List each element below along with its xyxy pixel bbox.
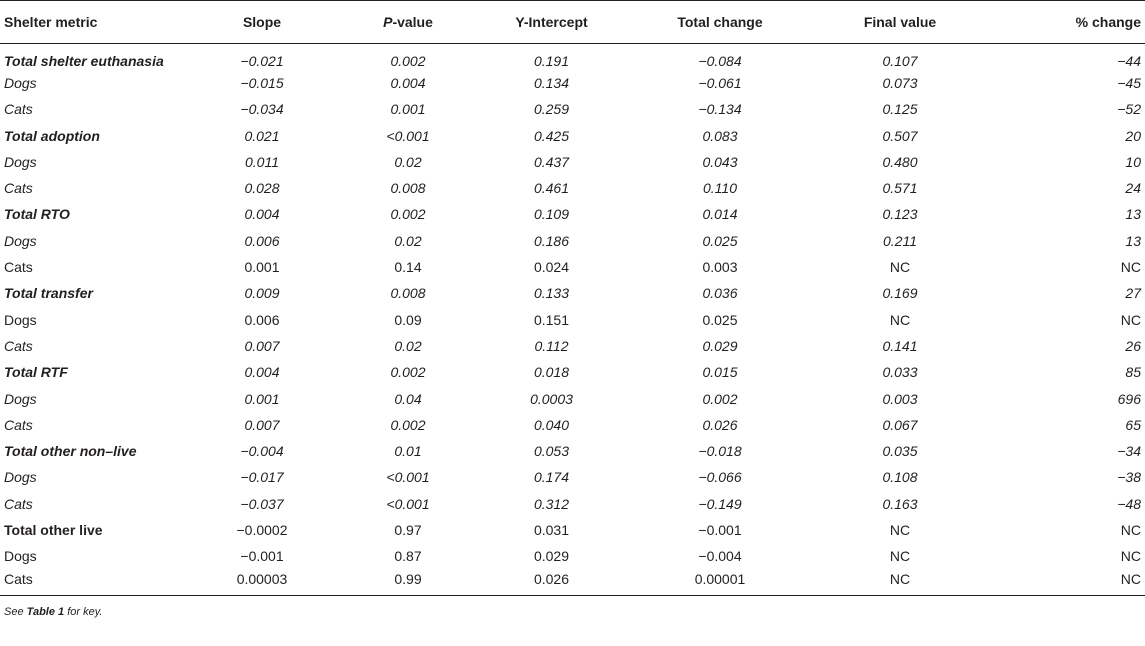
- cell-metric: Total RTO: [4, 206, 70, 223]
- cell-y-intercept: 0.134: [533, 74, 570, 91]
- cell-metric: Dogs: [4, 232, 37, 249]
- table-body: [0, 44, 1145, 596]
- cell-slope: 0.021: [244, 127, 280, 144]
- cell-p-value: 0.002: [390, 416, 426, 433]
- cell-metric: Total transfer: [4, 285, 93, 302]
- cell-percent-change: NC: [1120, 521, 1141, 538]
- cell-slope: 0.004: [244, 206, 280, 223]
- cell-slope: 0.001: [244, 390, 280, 407]
- cell-percent-change: −45: [1117, 74, 1141, 91]
- cell-total-change: 0.043: [702, 153, 738, 170]
- cell-y-intercept: 0.026: [533, 571, 570, 588]
- cell-slope: 0.009: [244, 285, 280, 302]
- cell-slope: 0.006: [244, 311, 280, 328]
- table-header: [0, 1, 1145, 44]
- header-shelter-metric: Shelter metric: [0, 1, 182, 44]
- cell-y-intercept: 0.461: [533, 180, 570, 197]
- table-row: [0, 254, 1145, 280]
- cell-total-change: −0.018: [698, 443, 742, 460]
- cell-y-intercept: 0.151: [533, 311, 570, 328]
- cell-slope: 0.004: [244, 364, 280, 381]
- cell-metric: Total other live: [4, 521, 103, 538]
- header-slope: Slope: [182, 1, 342, 44]
- cell-p-value: 0.008: [390, 285, 426, 302]
- cell-slope: −0.017: [240, 469, 284, 486]
- cell-total-change: 0.00001: [694, 571, 746, 588]
- cell-percent-change: −38: [1117, 469, 1141, 486]
- table-row: [0, 175, 1145, 201]
- cell-metric: Cats: [4, 571, 33, 588]
- cell-percent-change: −52: [1117, 101, 1141, 118]
- cell-total-change: −0.134: [698, 101, 742, 118]
- cell-y-intercept: 0.174: [533, 469, 570, 486]
- cell-metric: Dogs: [4, 390, 37, 407]
- cell-percent-change: 27: [1125, 285, 1141, 302]
- cell-y-intercept: 0.186: [533, 232, 570, 249]
- cell-metric: Cats: [4, 416, 33, 433]
- table-row: [0, 228, 1145, 254]
- cell-percent-change: −48: [1117, 495, 1141, 512]
- cell-final-value: 0.035: [882, 443, 918, 460]
- cell-final-value: 0.211: [883, 232, 917, 249]
- footnote-table-ref: Table 1: [26, 606, 65, 619]
- table-row: [0, 280, 1145, 306]
- cell-metric: Dogs: [4, 548, 37, 565]
- cell-p-value: 0.04: [394, 390, 422, 407]
- cell-y-intercept: 0.191: [533, 52, 570, 69]
- cell-y-intercept: 0.053: [533, 443, 570, 460]
- cell-total-change: 0.083: [702, 127, 738, 144]
- cell-p-value: 0.99: [394, 571, 422, 588]
- cell-p-value: 0.008: [390, 180, 426, 197]
- cell-percent-change: 10: [1125, 153, 1141, 170]
- cell-p-value: 0.87: [394, 548, 422, 565]
- cell-final-value: 0.067: [882, 416, 918, 433]
- cell-y-intercept: 0.0003: [530, 390, 573, 407]
- cell-slope: 0.001: [244, 259, 280, 276]
- header-final-value: Final value: [811, 1, 989, 44]
- cell-p-value: 0.001: [390, 101, 426, 118]
- cell-metric: Total RTF: [4, 364, 68, 381]
- cell-p-value: <0.001: [386, 469, 430, 486]
- table-row: [0, 491, 1145, 517]
- cell-total-change: 0.025: [702, 232, 738, 249]
- cell-p-value: 0.002: [390, 206, 426, 223]
- table-row: [0, 122, 1145, 148]
- cell-slope: 0.00003: [236, 571, 288, 588]
- cell-total-change: 0.002: [702, 390, 738, 407]
- cell-final-value: NC: [889, 521, 911, 538]
- cell-total-change: 0.029: [702, 337, 738, 354]
- cell-p-value: 0.002: [390, 364, 426, 381]
- header-total-change: Total change: [629, 1, 811, 44]
- cell-metric: Total shelter euthanasia: [4, 52, 164, 69]
- cell-y-intercept: 0.437: [533, 153, 570, 170]
- header-p-rest: -value: [392, 14, 433, 30]
- footnote-prefix: See: [4, 606, 27, 619]
- cell-percent-change: 20: [1125, 127, 1141, 144]
- table-row: [0, 464, 1145, 490]
- cell-total-change: −0.066: [698, 469, 742, 486]
- header-y-intercept: Y-Intercept: [474, 1, 629, 44]
- cell-slope: −0.004: [240, 443, 284, 460]
- cell-metric: Total adoption: [4, 127, 100, 144]
- table-row: [0, 359, 1145, 385]
- table-row: [0, 201, 1145, 227]
- footnote: [0, 596, 1145, 619]
- cell-total-change: −0.004: [698, 548, 742, 565]
- footnote-row: [0, 596, 1145, 619]
- cell-slope: −0.001: [240, 548, 284, 565]
- cell-slope: 0.007: [244, 337, 280, 354]
- cell-metric: Cats: [4, 101, 33, 118]
- cell-final-value: 0.108: [882, 469, 918, 486]
- cell-metric: Cats: [4, 180, 33, 197]
- table-row: [0, 543, 1145, 569]
- cell-final-value: NC: [889, 259, 911, 276]
- cell-y-intercept: 0.018: [533, 364, 570, 381]
- cell-total-change: 0.014: [702, 206, 738, 223]
- cell-final-value: 0.073: [882, 74, 918, 91]
- cell-percent-change: 26: [1125, 337, 1141, 354]
- cell-slope: 0.007: [244, 416, 280, 433]
- cell-percent-change: 13: [1125, 206, 1141, 223]
- table-row: [0, 96, 1145, 122]
- cell-metric: Cats: [4, 337, 33, 354]
- cell-percent-change: 85: [1125, 364, 1141, 381]
- cell-slope: 0.028: [244, 180, 280, 197]
- cell-p-value: 0.02: [394, 232, 422, 249]
- cell-metric: Dogs: [4, 74, 37, 91]
- cell-y-intercept: 0.029: [533, 548, 570, 565]
- table-row: [0, 385, 1145, 411]
- cell-total-change: −0.084: [698, 52, 742, 69]
- cell-slope: 0.006: [244, 232, 280, 249]
- cell-slope: −0.034: [240, 101, 284, 118]
- header-row: [0, 1, 1145, 44]
- cell-final-value: 0.571: [882, 180, 918, 197]
- cell-p-value: 0.97: [394, 521, 422, 538]
- cell-percent-change: 696: [1117, 390, 1141, 407]
- cell-p-value: 0.14: [394, 259, 422, 276]
- cell-final-value: 0.107: [882, 52, 918, 69]
- cell-percent-change: NC: [1120, 548, 1141, 565]
- cell-y-intercept: 0.040: [533, 416, 570, 433]
- cell-final-value: 0.003: [882, 390, 918, 407]
- cell-p-value: 0.002: [390, 52, 426, 69]
- table-row: [0, 517, 1145, 543]
- cell-total-change: 0.026: [702, 416, 738, 433]
- cell-metric: Dogs: [4, 469, 37, 486]
- cell-y-intercept: 0.425: [533, 127, 570, 144]
- header-p-value: [342, 1, 474, 44]
- cell-total-change: 0.110: [703, 180, 737, 197]
- cell-final-value: 0.123: [882, 206, 918, 223]
- cell-percent-change: NC: [1120, 571, 1141, 588]
- cell-slope: 0.011: [245, 153, 279, 170]
- cell-final-value: 0.033: [882, 364, 918, 381]
- cell-p-value: 0.004: [390, 74, 426, 91]
- cell-y-intercept: 0.109: [533, 206, 570, 223]
- cell-percent-change: 13: [1125, 232, 1141, 249]
- cell-total-change: 0.025: [702, 311, 738, 328]
- cell-final-value: NC: [889, 548, 911, 565]
- cell-final-value: 0.480: [882, 153, 918, 170]
- cell-percent-change: 65: [1125, 416, 1141, 433]
- cell-metric: Dogs: [4, 153, 37, 170]
- cell-total-change: 0.015: [702, 364, 738, 381]
- cell-final-value: NC: [889, 571, 911, 588]
- cell-slope: −0.021: [240, 52, 284, 69]
- cell-final-value: 0.169: [882, 285, 918, 302]
- table-row: [0, 569, 1145, 595]
- footnote-suffix: for key.: [64, 606, 103, 619]
- cell-percent-change: −44: [1117, 52, 1141, 69]
- cell-y-intercept: 0.031: [533, 521, 570, 538]
- table-row: [0, 306, 1145, 332]
- header-percent-change: % change: [989, 1, 1145, 44]
- cell-y-intercept: 0.024: [533, 259, 570, 276]
- cell-percent-change: NC: [1120, 311, 1141, 328]
- cell-y-intercept: 0.112: [534, 337, 569, 354]
- cell-final-value: 0.507: [882, 127, 918, 144]
- cell-y-intercept: 0.259: [533, 101, 570, 118]
- cell-p-value: 0.09: [394, 311, 422, 328]
- table-footer: [0, 596, 1145, 619]
- cell-metric: Total other non–live: [4, 443, 137, 460]
- cell-p-value: <0.001: [386, 127, 430, 144]
- cell-metric: Cats: [4, 495, 33, 512]
- cell-percent-change: −34: [1117, 443, 1141, 460]
- cell-total-change: −0.149: [698, 495, 742, 512]
- cell-total-change: 0.003: [702, 259, 738, 276]
- cell-p-value: 0.02: [394, 153, 422, 170]
- table-row: [0, 438, 1145, 464]
- cell-final-value: 0.141: [882, 337, 918, 354]
- cell-slope: −0.037: [240, 495, 284, 512]
- cell-final-value: 0.163: [882, 495, 918, 512]
- cell-final-value: NC: [889, 311, 911, 328]
- cell-metric: Dogs: [4, 311, 37, 328]
- cell-y-intercept: 0.312: [533, 495, 570, 512]
- header-p-italic: P: [383, 14, 393, 30]
- cell-final-value: 0.125: [882, 101, 918, 118]
- table-row: [0, 44, 1145, 70]
- cell-total-change: −0.001: [698, 521, 742, 538]
- cell-p-value: 0.01: [394, 443, 422, 460]
- cell-p-value: 0.02: [394, 337, 422, 354]
- cell-y-intercept: 0.133: [533, 285, 570, 302]
- cell-total-change: −0.061: [698, 74, 742, 91]
- table-row: [0, 333, 1145, 359]
- table-row: [0, 149, 1145, 175]
- table-row: [0, 70, 1145, 96]
- cell-metric: Cats: [4, 259, 33, 276]
- cell-percent-change: 24: [1125, 180, 1141, 197]
- cell-slope: −0.0002: [236, 521, 288, 538]
- cell-percent-change: NC: [1120, 259, 1141, 276]
- cell-total-change: 0.036: [702, 285, 738, 302]
- table-row: [0, 412, 1145, 438]
- cell-p-value: <0.001: [386, 495, 430, 512]
- cell-slope: −0.015: [240, 74, 284, 91]
